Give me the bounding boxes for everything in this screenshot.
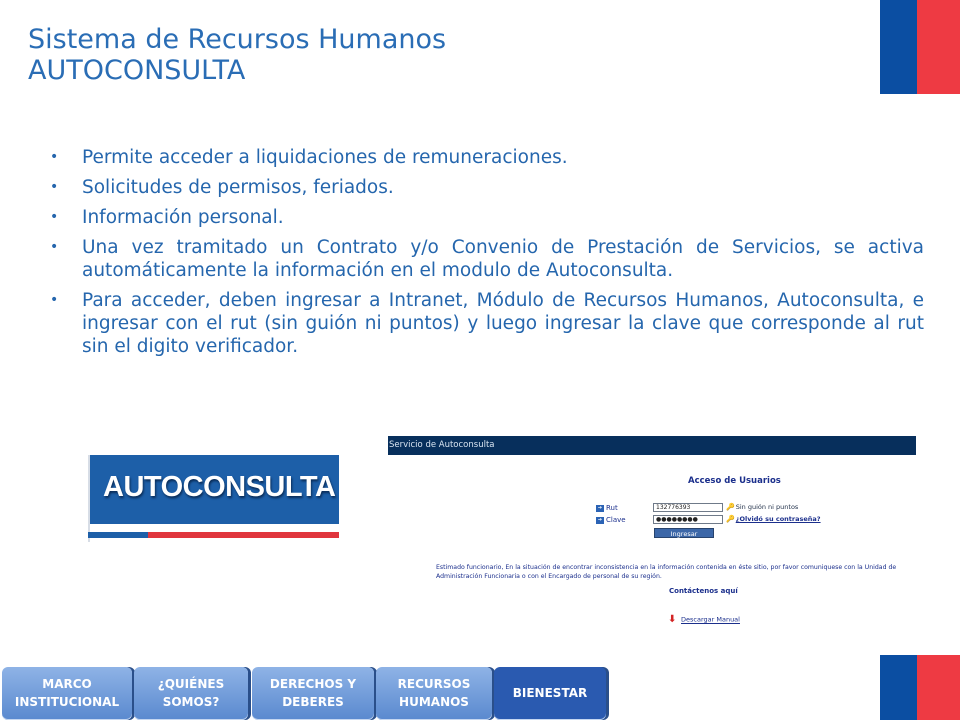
flag-decoration-top — [880, 0, 960, 94]
arrow-icon: ➔ — [597, 516, 603, 523]
page-title — [28, 24, 446, 86]
logo-text: AUTOCONSULTA — [103, 471, 336, 503]
rut-label: ➔ Rut — [597, 504, 618, 512]
bullet-item: • Una vez tramitado un Contrato y/o Convenio de Prestación de Servicios, se activa automáticamente la información en el modulo de Autoconsulta. — [50, 237, 924, 281]
rut-hint: 🔑Sin guión ni puntos — [726, 503, 799, 511]
title-line-1: Sistema de Recursos Humanos — [28, 24, 447, 55]
bullet-icon: • — [50, 149, 59, 165]
bullet-item: • Permite acceder a liquidaciones de remuneraciones. — [50, 147, 568, 168]
nav-marco-institucional[interactable]: MARCO INSTITUCIONAL — [2, 667, 132, 720]
bullet-icon: • — [50, 239, 59, 255]
bullet-item: • Solicitudes de permisos, feriados. — [50, 177, 394, 198]
nav-recursos-humanos[interactable]: RECURSOS HUMANOS — [376, 667, 492, 720]
bullet-item: • Información personal. — [50, 207, 284, 228]
clave-input[interactable]: ●●●●●●●● — [653, 515, 723, 524]
bullet-item: • Para acceder, deben ingresar a Intranet, Módulo de Recursos Humanos, Autoconsulta, e ingresar con el rut (sin guión ni puntos) y luego ingresar la clave que corresponde al rut sin el digito verificador. — [50, 290, 924, 357]
autoconsulta-logo — [88, 455, 339, 542]
nav-bienestar[interactable]: BIENESTAR — [494, 667, 606, 720]
screenshot-header: Servicio de Autoconsulta — [388, 436, 916, 455]
title-line-2: AUTOCONSULTA — [28, 55, 246, 86]
flag-decoration-bottom — [880, 655, 960, 720]
bullet-icon: • — [50, 209, 59, 225]
bullet-icon: • — [50, 292, 59, 308]
access-title: Acceso de Usuarios — [688, 476, 781, 486]
download-manual-link[interactable]: ⬇ Descargar Manual — [668, 614, 740, 625]
nav-derechos-deberes[interactable]: DERECHOS Y DEBERES — [252, 667, 374, 720]
bullet-list — [50, 146, 924, 365]
ingresar-button[interactable]: Ingresar — [654, 528, 714, 538]
rut-input[interactable]: 132776393 — [653, 503, 723, 512]
forgot-password-link[interactable]: 🔑¿Olvidó su contraseña? — [726, 515, 821, 523]
key-icon: 🔑 — [726, 515, 735, 523]
contact-link[interactable]: Contáctenos aquí — [669, 587, 738, 595]
arrow-icon: ➔ — [597, 504, 603, 511]
notice-text: Estimado funcionario, En la situación de encontrar inconsistencia en la información contenida en éste sitio, por favor comuniquese con la Unidad de Administración Funcionaria o con el Encargado de personal de su región. — [436, 564, 897, 580]
clave-label: ➔ Clave — [597, 516, 626, 524]
bullet-icon: • — [50, 179, 59, 195]
pdf-icon: ⬇ — [668, 614, 677, 625]
nav-quienes-somos[interactable]: ¿QUIÉNES SOMOS? — [134, 667, 248, 720]
key-icon: 🔑 — [726, 503, 735, 511]
autoconsulta-screenshot — [388, 436, 916, 636]
